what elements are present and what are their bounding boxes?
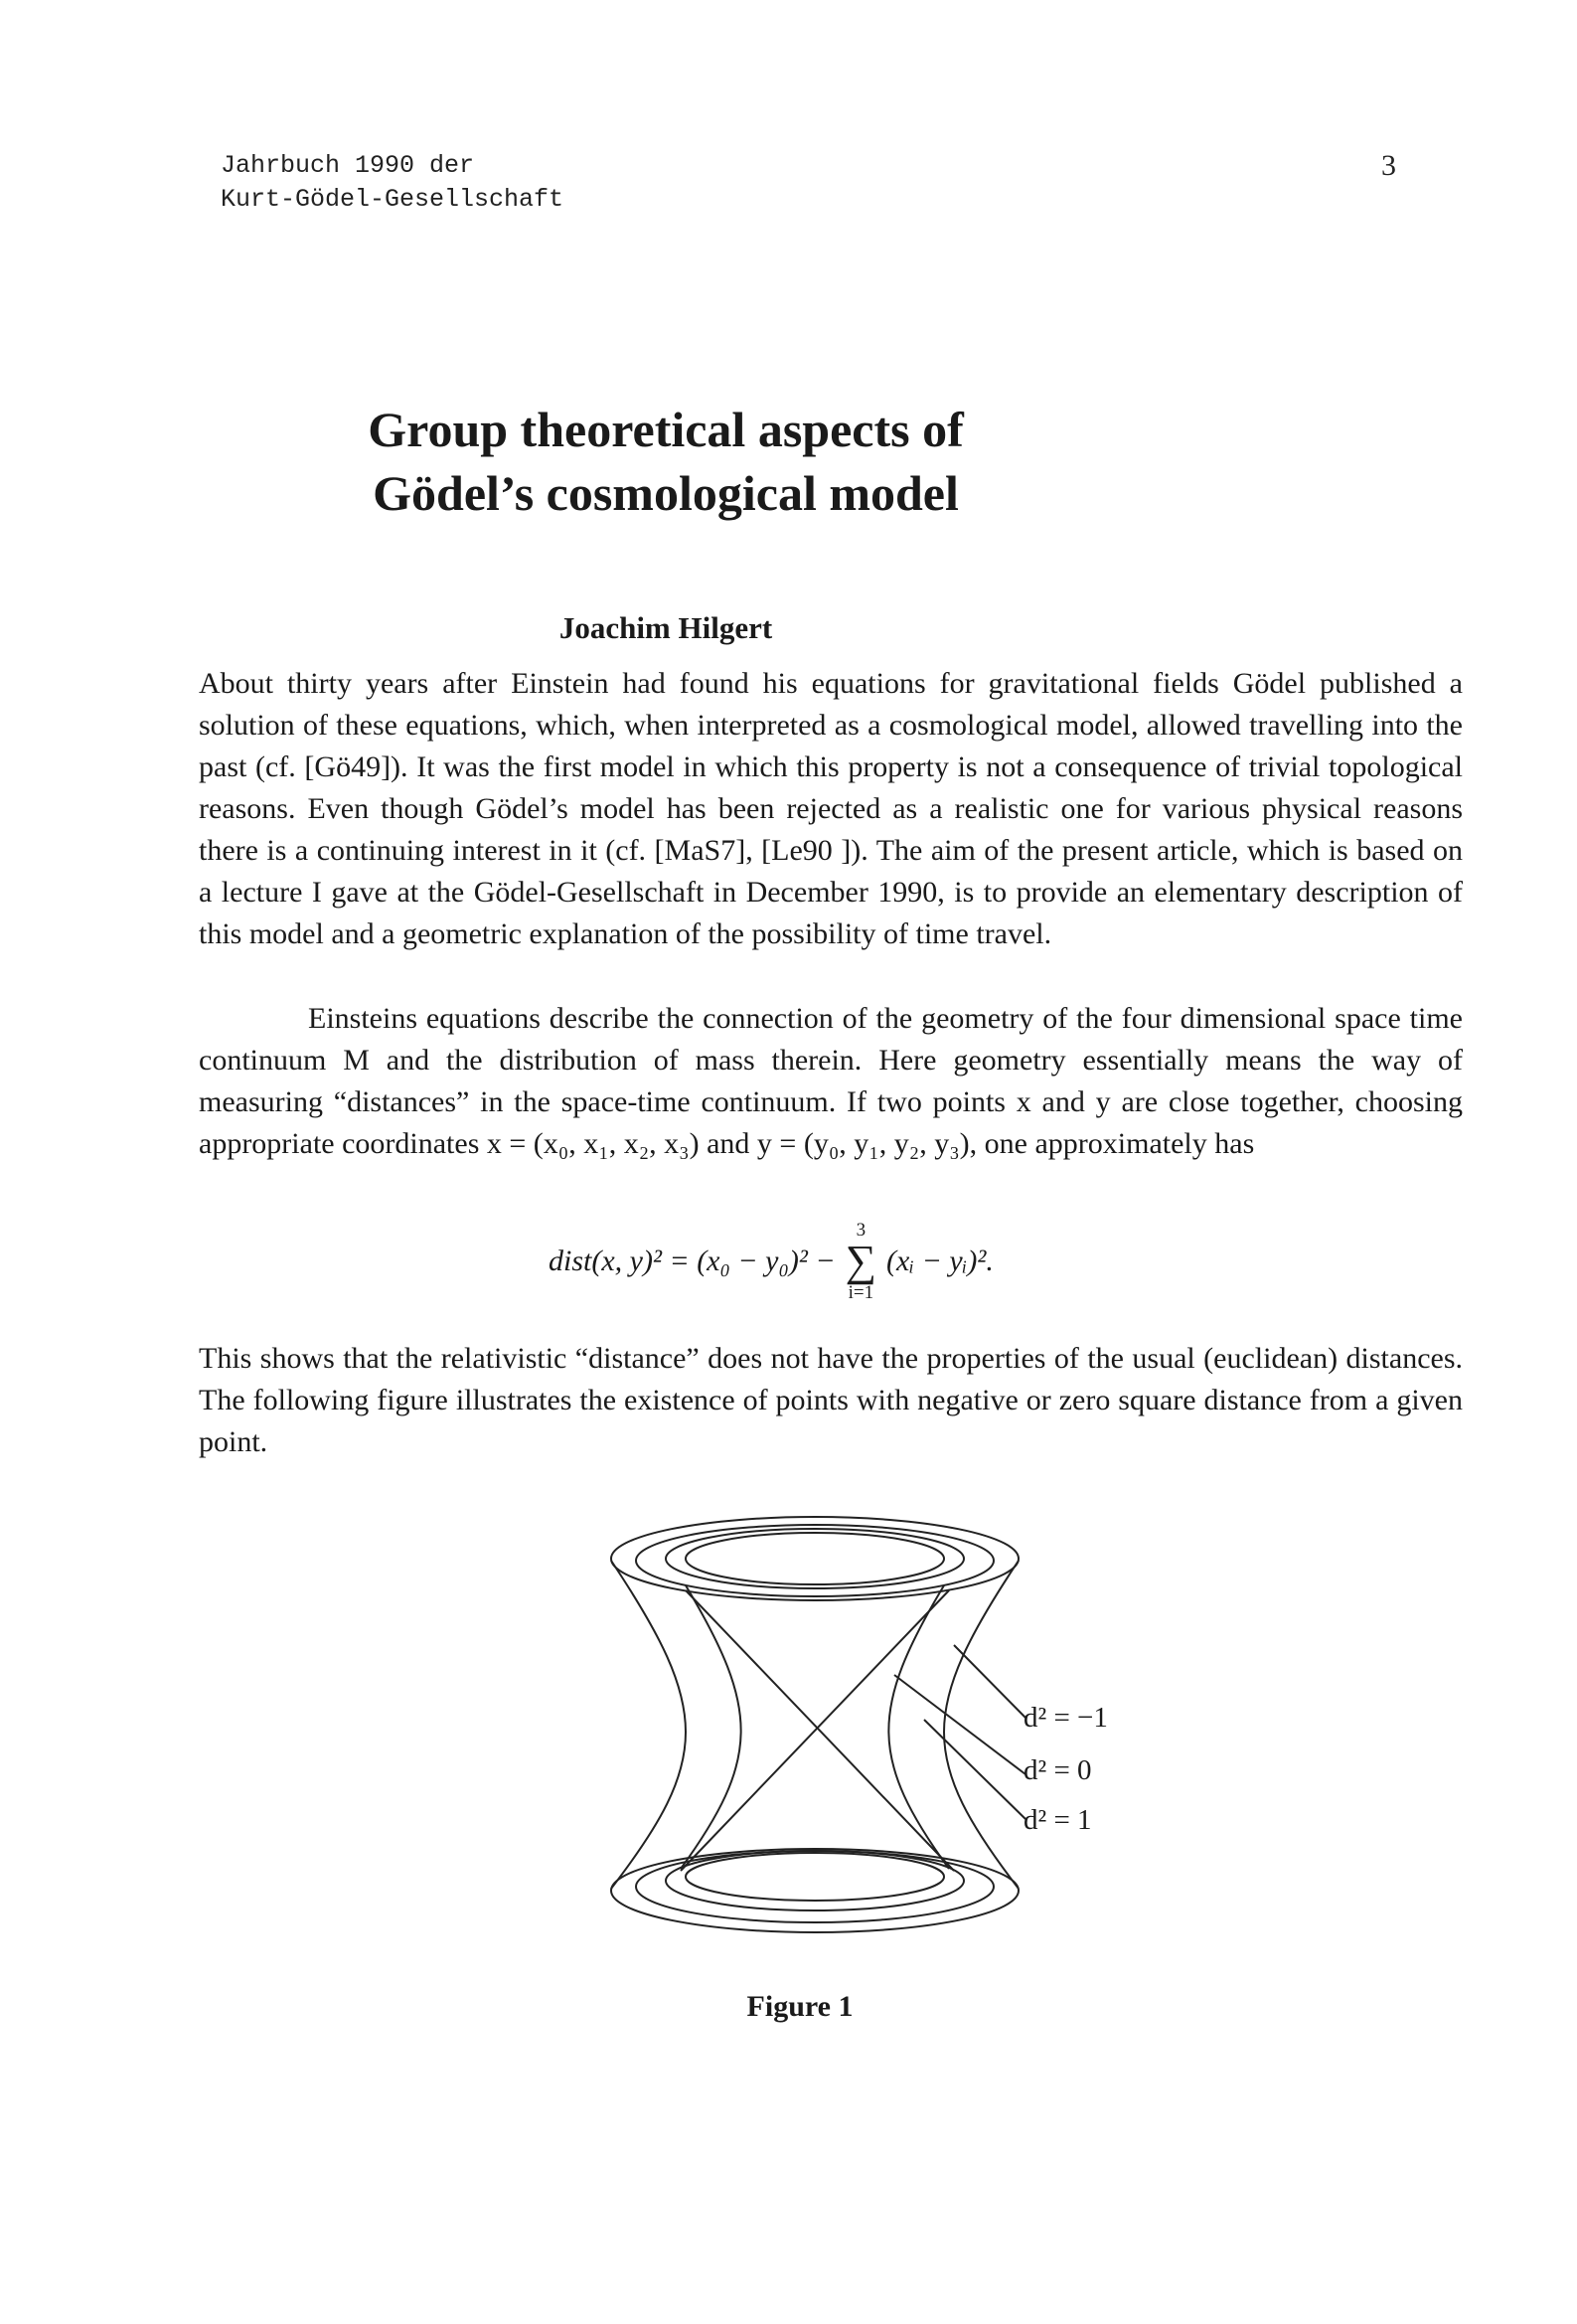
hyperboloid-bottom-ring-innermost [686, 1853, 944, 1901]
header-journal-line2: Kurt-Gödel-Gesellschaft [221, 185, 564, 214]
paragraph-intro: About thirty years after Einstein had found his equations for gravitational fields Gödel published a solution of these equations, which, when interpreted as a cosmological model, allowed travelling into the past (cf. [Gö49]). It was the first model in which this property is not a consequence of trivial topological reasons. Even though Gödel’s model has been rejected as a realistic one for various physical reasons there is a continuing interest in it (cf. [MaS7], [Le90 ]). The aim of the present article, which is based on a lecture I gave at the Gödel-Gesellschaft in December 1990, is to provide an elementary description of this model and a geometric explanation of the possibility of time travel. [199, 667, 1463, 950]
hyperboloid-top-ring-inner [666, 1529, 964, 1588]
running-header [221, 149, 563, 217]
hyperboloid-bottom-ring-middle [636, 1851, 994, 1922]
sum-lower-limit: i=1 [848, 1282, 874, 1303]
summation [846, 1221, 876, 1302]
hyperboloid-top-ring-middle [636, 1525, 994, 1596]
hyperboloid-inner-right [888, 1585, 949, 1869]
sum-upper-limit: 3 [856, 1220, 867, 1241]
leader-line-neg [954, 1645, 1025, 1718]
distance-equation [549, 1221, 994, 1302]
sum-symbol: ∑ [845, 1237, 877, 1285]
header-journal-line1: Jahrbuch 1990 der [221, 151, 475, 180]
equation-rhs: (xᵢ − yᵢ)². [886, 1245, 994, 1277]
hyperboloid-left-side [611, 1561, 686, 1889]
hyperboloid-inner-left [681, 1585, 741, 1869]
page-number: 3 [1381, 149, 1396, 182]
paper-title-line1: Group theoretical aspects of [368, 402, 964, 457]
paragraph-einstein-equations: Einsteins equations describe the connection of the geometry of the four dimensional space time continuum M and the distribution of mass therein. Here geometry essentially means the way of measuring “distances” in the space-time continuum. If two points x and y are close together, choosing appropriate coordinates x = (x₀, x₁, x₂, x₃) and y = (y₀, y₁, y₂, y₃), one approximately has [199, 1002, 1463, 1160]
hyperboloid-right-side [944, 1561, 1019, 1889]
leader-line-pos [924, 1720, 1025, 1819]
paper-title-line2: Gödel’s cosmological model [373, 465, 959, 521]
equation-lhs: dist(x, y)² = (x₀ − y₀)² − [549, 1245, 836, 1277]
label-d2-zero: d² = 0 [1024, 1754, 1092, 1786]
paper-title [0, 398, 1332, 525]
light-cone-line-a [686, 1590, 954, 1871]
paragraph-relativistic-distance: This shows that the relativistic “distance” does not have the properties of the usual (euclidean) distances. The following figure illustrates the existence of points with negative or zero square distance from a given point. [199, 1342, 1463, 1458]
figure-caption: Figure 1 [746, 1990, 854, 2023]
hyperboloid-figure [596, 1511, 1113, 1978]
leader-line-zero [894, 1675, 1025, 1774]
hyperboloid-top-ring-innermost [686, 1533, 944, 1584]
author-name: Joachim Hilgert [558, 610, 773, 645]
label-d2-positive: d² = 1 [1024, 1804, 1092, 1836]
label-d2-negative: d² = −1 [1024, 1702, 1108, 1734]
light-cone-line-b [681, 1590, 949, 1871]
